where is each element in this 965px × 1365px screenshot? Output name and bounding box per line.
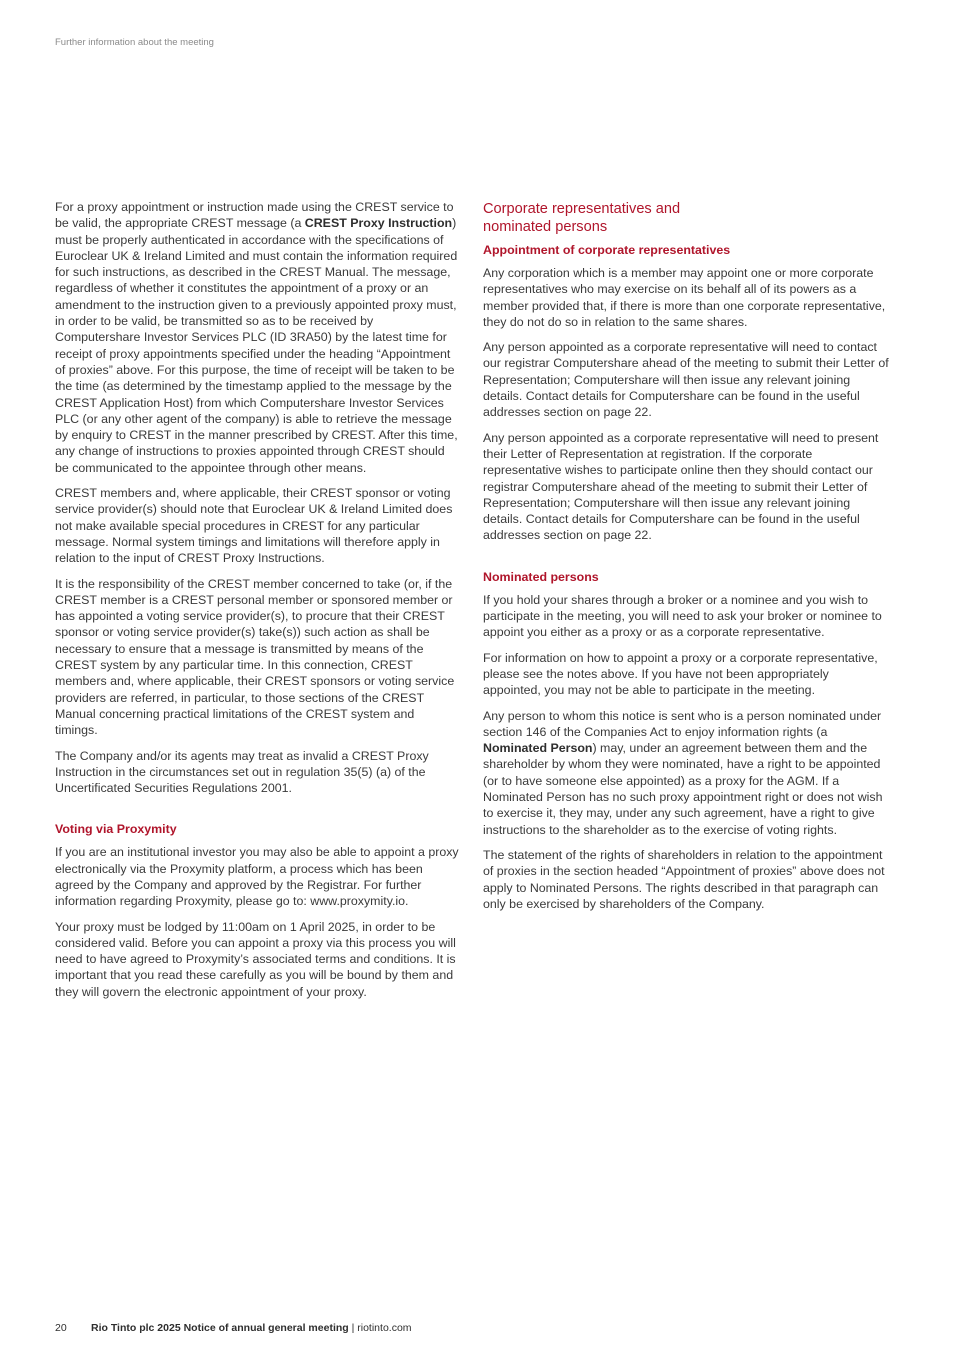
crest-proxy-instruction-term: CREST Proxy Instruction [304,216,453,231]
crest-members-paragraph: CREST members and, where applicable, their CREST sponsor or voting service provider(s) should note that Euroclear UK & Ireland Limited does not make available special procedures in CREST for any particular message. Normal system timings and limitations will therefore apply in relation to the input of CREST Proxy Instructions. [55,486,453,566]
broker-nominee-paragraph: If you hold your shares through a broker or a nominee and you wish to participate in the meeting, you will need to ask your broker or nominee to appoint you either as a proxy or as a corporate representative. [483,592,882,640]
page-footer [55,1322,412,1334]
proxymity-heading: Voting via Proxymity [55,822,177,837]
publication-title: Rio Tinto plc 2025 Notice of annual general meeting [91,1322,349,1334]
crest-responsibility-paragraph: It is the responsibility of the CREST member concerned to take (or, if the CREST member is a CREST personal member or sponsored member or has appointed a voting service provider(s), to procure that their CREST sponsor or voting service provider(s) take(s)) such action as shall be necessary to ensure that a message is transmitted by means of the CREST system by any particular time. In this connection, CREST members and, where applicable, their CREST sponsors or voting service providers are referred, in particular, to those sections of the CREST Manual concerning practical limitations of the CREST system and timings. [55,576,455,738]
proxy-deadline-paragraph: Your proxy must be lodged by 11:00am on 1 April 2025, in order to be considered valid. Before you can appoint a proxy via this process you will need to have agreed to Proxymity’s associated terms and conditions. It is important that you read these carefully as you will be bound by them and they will govern the electronic appointment of your proxy. [55,919,456,999]
footer-separator: | [348,1322,358,1334]
website-link[interactable]: riotinto.com [357,1322,412,1334]
corporation-appoint-paragraph: Any corporation which is a member may appoint one or more corporate representatives who may exercise on its behalf all of its powers as a member provided that, if there is more than one corporate representative, they do not do so in relation to the same shares. [483,266,886,329]
crest-proxy-instruction-paragraph: For a proxy appointment or instruction made using the CREST service to be valid, the appropriate CREST message (a CREST Proxy Instruction) must be properly authenticated in accordance with the specifications of Euroclear UK & Ireland Limited and must contain the information required for such instructions, as described in the CREST Manual. The message, regardless of whether it constitutes the appointment of a proxy or an amendment to the instruction given to a previously appointed proxy must, in order to be valid, be transmitted so as to be received by Computershare Investor Services PLC (ID 3RA50) by the latest time for receipt of proxy appointments specified under the heading “Appointment of proxies” above. For this purpose, the time of receipt will be taken to be the time (as determined by the timestamp applied to the message by the CREST Application Host) from which Computershare Investor Services PLC (or any other agent of the company) is able to retrieve the message by enquiry to CREST in the manner prescribed by CREST. After this time, any change of instructions to proxies appointed through CREST should be communicated to the appointee through other means. [55,200,458,475]
invalid-instruction-paragraph: The Company and/or its agents may treat as invalid a CREST Proxy Instruction in the circumstances set out in regulation 35(5) (a) of the Uncertificated Securities Regulations 2001. [55,748,429,796]
running-header: Further information about the meeting [55,37,214,48]
section-title: Corporate representatives and nominated persons [483,201,681,235]
nominated-persons-heading: Nominated persons [483,569,599,584]
shareholder-rights-paragraph: The statement of the rights of shareholders in relation to the appointment of proxies in the section headed “Appointment of proxies” above does not apply to Nominated Persons. The rights described in that paragraph can only be exercised by shareholders of the Company. [483,847,885,911]
left-column [55,199,460,1009]
appointment-heading: Appointment of corporate representatives [483,243,731,257]
nominated-person-term: Nominated Person [483,741,593,756]
appoint-info-paragraph: For information on how to appoint a proxy or a corporate representative, please see the notes above. If you have not been appropriately appointed, you may not be able to participate in the meeting. [483,650,878,698]
representative-contact-paragraph: Any person appointed as a corporate representative will need to contact our registrar Computershare ahead of the meeting to submit their Letter of Representation; Computershare will then issue any relevant joining details. Contact details for Computershare can be found in the useful addresses section on page 22. [483,340,889,420]
right-column [483,199,889,921]
proxymity-paragraph: If you are an institutional investor you may also be able to appoint a proxy electronically via the Proxymity platform, a process which has been agreed by the Company and approved by the Registrar. For further information regarding Proxymity, please go to: www.proxymity.io. [55,845,459,909]
nominated-person-paragraph: Any person to whom this notice is sent who is a person nominated under section 146 of the Companies Act to enjoy information rights (a Nominated Person) may, under an agreement between them and the shareholder by whom they were nominated, have a right to be appointed (or to have someone else appointed) as a proxy for the AGM. If a Nominated Person has no such proxy appointment right or does not wish to exercise it, they may, under any such agreement, have a right to give instructions to the shareholder as to the exercise of voting rights. [483,708,883,837]
page-number: 20 [55,1322,67,1334]
representative-registration-paragraph: Any person appointed as a corporate representative will need to present their Letter of Representation at registration. If the corporate representative wishes to participate online then they should contact our registrar Computershare ahead of the meeting to submit their Letter of Representation; Computershare will then issue any relevant joining details. Contact details for Computershare can be found in the useful addresses section on page 22. [483,430,879,543]
